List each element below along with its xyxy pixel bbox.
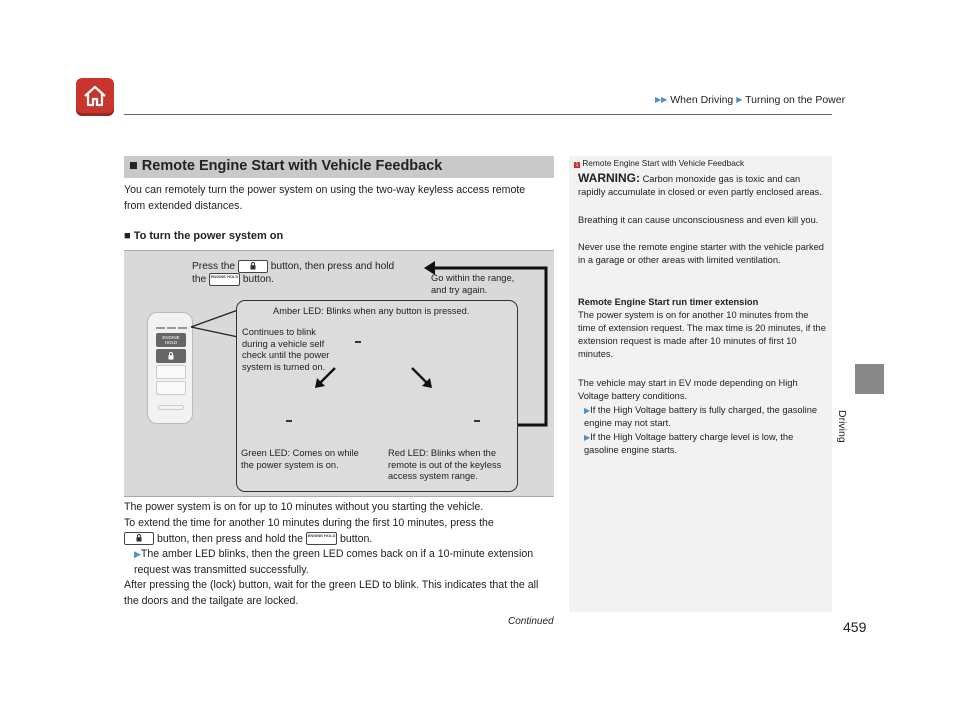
breadcrumb-arrow-icon: ▶ <box>736 95 743 104</box>
remote-engine-button: ENGINE HOLD <box>156 333 186 347</box>
arrow-down-right-icon <box>412 368 432 388</box>
section-title: ■ Remote Engine Start with Vehicle Feedback <box>129 158 443 174</box>
intro-paragraph: You can remotely turn the power system on using the two-way keyless access remote from extended distances. <box>124 184 526 212</box>
page-number: 459 <box>843 619 867 635</box>
engine-button-glyph: ENGINE HOLD <box>209 273 240 286</box>
warning-text-2: Breathing it can cause unconsciousness and even kill you. <box>578 215 819 225</box>
bullet-arrow-icon: ▶ <box>584 433 591 442</box>
breadcrumb-item[interactable]: When Driving <box>670 94 734 106</box>
body-paragraph-3: ▶The amber LED blinks, then the green LED comes back on if a 10-minute extension request was transmitted successfully. <box>134 548 534 576</box>
ev-bullet-1: ▶If the High Voltage battery is fully charged, the gasoline engine may not start. <box>584 405 818 428</box>
sidebar-title: 1 Remote Engine Start with Vehicle Feedback <box>575 158 745 168</box>
bullet-arrow-icon: ▶ <box>584 406 591 415</box>
led-sequence-graphic <box>236 300 518 492</box>
continued-label: Continued <box>508 616 554 627</box>
engine-button-glyph: ENGINE HOLD <box>306 532 337 545</box>
breadcrumb-item[interactable]: Turning on the Power <box>745 94 846 106</box>
warning-block: WARNING: Carbon monoxide gas is toxic and can rapidly accumulate in closed or even partly enclosed areas. <box>578 171 822 197</box>
note-marker-icon: 1 <box>575 162 579 168</box>
result-arrow-icon: ▶ <box>134 549 141 559</box>
body-paragraph-1: The power system is on for up to 10 minutes without you starting the vehicle. <box>124 501 484 513</box>
ev-mode-text: The vehicle may start in EV mode depending on High Voltage battery conditions. <box>578 378 798 401</box>
range-note: Go within the range, and try again. <box>431 273 515 295</box>
ev-bullet-2: ▶If the High Voltage battery charge level is low, the gasoline engine starts. <box>584 432 794 455</box>
lock-button-glyph <box>124 532 154 545</box>
timer-title: Remote Engine Start run timer extension <box>578 297 759 307</box>
warning-text-3: Never use the remote engine starter with the vehicle parked in a garage or other areas with limited ventilation. <box>578 242 824 265</box>
arrow-down-left-icon <box>315 368 335 388</box>
lock-icon <box>136 534 142 542</box>
subheading: ■ To turn the power system on <box>124 230 284 242</box>
body-paragraph-4: After pressing the (lock) button, wait for the green LED to blink. This indicates that the all the doors and the tailgate are locked. <box>124 579 539 607</box>
body-paragraph-2: To extend the time for another 10 minutes during the first 10 minutes, press the button, then press and hold the ENGINE HOLD button. <box>124 517 494 545</box>
amber-led-caption: Amber LED: Blinks when any button is pressed. <box>273 306 470 316</box>
chapter-tab-label[interactable]: Driving <box>836 410 848 443</box>
green-led-caption: Green LED: Comes on while the power system is on. <box>241 448 359 470</box>
timer-text: The power system is on for another 10 minutes from the time of extension request. The max time is 20 minutes, if the extension request is made after 10 minutes of first 10 minutes. <box>578 310 826 359</box>
figure-instruction: Press the button, then press and hold the ENGINE HOLD button. <box>192 261 395 286</box>
red-led-caption: Red LED: Blinks when the remote is out of the keyless access system range. <box>388 448 502 481</box>
blink-continue-caption: Continues to blink during a vehicle self check until the power system is turned on. <box>242 327 330 372</box>
breadcrumb-arrow-icon: ▶▶ <box>655 95 668 104</box>
